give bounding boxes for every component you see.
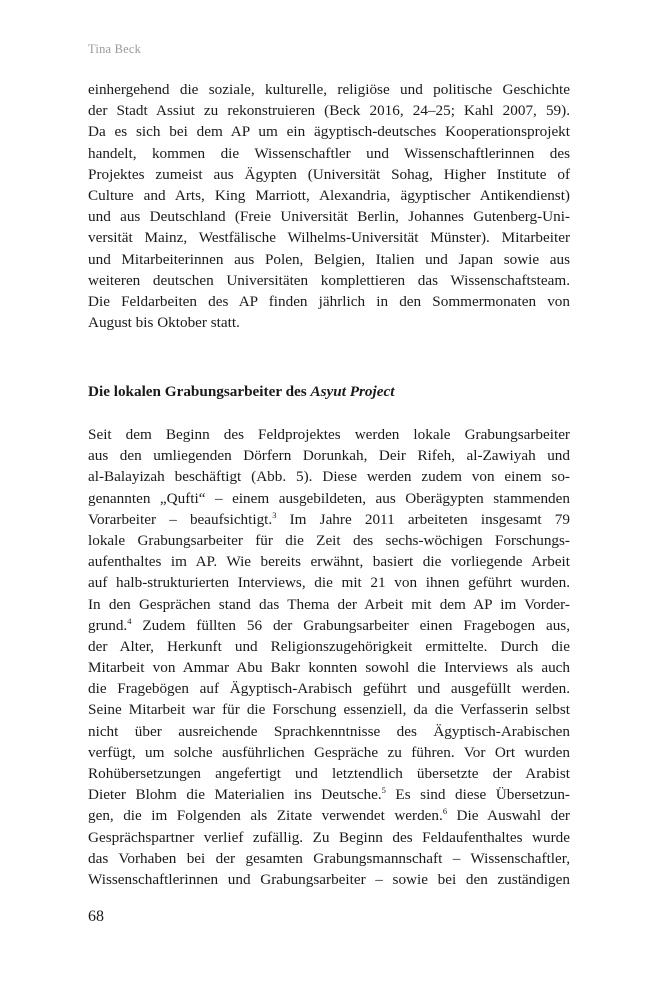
text-line: Gesprächspartner verlief zufällig. Zu Beginn des Feldaufenthaltes wurde	[88, 828, 570, 846]
footnote-ref[interactable]: 6	[442, 806, 448, 817]
running-header: Tina Beck	[88, 42, 142, 56]
text-segment: Die Auswahl der	[447, 807, 570, 825]
text-line: Projektes zumeist aus Ägypten (Universität Sohag, Higher Institute of	[88, 165, 570, 183]
footnote-ref[interactable]: 4	[127, 615, 132, 626]
text-line	[88, 615, 570, 636]
text-line: die Fragebögen auf Ägyptisch-Arabisch geführt und ausgefüllt werden.	[88, 680, 570, 698]
text-line: Wissenschaftlerinnen und Grabungsarbeiter – sowie bei den zuständigen	[88, 870, 570, 888]
text-segment: gen, die im Folgenden als Zitate verwendet werden.	[88, 807, 443, 825]
footnote-ref[interactable]: 5	[381, 785, 386, 796]
section-heading-text: Die lokalen Grabungsarbeiter des	[88, 383, 311, 400]
footnote-ref[interactable]: 3	[272, 509, 277, 520]
paragraph-intro	[88, 79, 570, 333]
text-segment: Es sind diese Übersetzun-	[385, 786, 570, 804]
text-line	[88, 509, 570, 530]
text-line: Die Feldarbeiten des AP finden jährlich in den Sommermonaten von	[88, 292, 570, 310]
text-line: verfügt, um solche ausführlichen Gespräche zu führen. Vor Ort wurden	[88, 743, 570, 761]
text-line: nicht über ausreichende Sprachkenntnisse des Ägyptisch-Arabischen	[88, 722, 570, 740]
text-line: genannten „Qufti“ – einem ausgebildeten, aus Oberägypten stammenden	[88, 489, 570, 507]
text-line: In den Gesprächen stand das Thema der Arbeit mit dem AP im Vorder-	[88, 595, 570, 613]
text-line: auf halb-strukturierten Interviews, die mit 21 von ihnen geführt wurden.	[88, 574, 570, 592]
text-line	[88, 805, 570, 826]
text-line: Culture and Arts, King Marriott, Alexandria, ägyptischer Antikendienst)	[88, 186, 570, 204]
text-line: August bis Oktober statt.	[88, 314, 240, 332]
text-segment: grund.	[88, 616, 128, 634]
text-line: und Mitarbeiterinnen aus Polen, Belgien, Italien und Japan sowie aus	[88, 250, 570, 268]
paragraph-workers	[88, 424, 570, 890]
text-line: versität Mainz, Westfälische Wilhelms-Universität Münster). Mitarbeiter	[88, 229, 570, 247]
text-line: handelt, kommen die Wissenschaftler und Wissenschaftlerinnen des	[88, 144, 570, 162]
text-line: al-Balayizah beschäftigt (Abb. 5). Diese werden zudem von einem so-	[88, 468, 570, 486]
page-number: 68	[88, 908, 104, 925]
text-line	[88, 784, 570, 805]
text-line: der Alter, Herkunft und Religionszugehörigkeit ermittelte. Durch die	[88, 637, 570, 655]
text-line: aus den umliegenden Dörfern Dorunkah, Deir Rifeh, al-Zawiyah und	[88, 447, 570, 465]
text-line: Mitarbeit von Ammar Abu Bakr konnten sowohl die Interviews als auch	[88, 659, 570, 677]
text-line: einhergehend die soziale, kulturelle, religiöse und politische Geschichte	[88, 81, 570, 98]
text-line: der Stadt Assiut zu rekonstruieren (Beck 2016, 24–25; Kahl 2007, 59).	[88, 102, 570, 120]
text-line: weiteren deutschen Universitäten komplettieren das Wissenschaftsteam.	[88, 271, 570, 289]
text-line: Rohübersetzungen angefertigt und letztendlich übersetzte der Arabist	[88, 765, 570, 782]
text-segment: Dieter Blohm die Materialien ins Deutsche.	[88, 786, 382, 804]
text-line: Seit dem Beginn des Feldprojektes werden lokale Grabungsarbeiter	[88, 426, 570, 443]
text-line: und aus Deutschland (Freie Universität Berlin, Johannes Gutenberg-Uni-	[88, 208, 570, 226]
text-line: Seine Mitarbeit war für die Forschung essenziell, da die Verfasserin selbst	[88, 701, 570, 719]
text-line: lokale Grabungsarbeiter für die Zeit des sechs-wöchigen Forschungs-	[88, 531, 570, 549]
text-line: aufenthaltes im AP. Wie bereits erwähnt, basiert die vorliegende Arbeit	[88, 553, 570, 571]
text-line: Da es sich bei dem AP um ein ägyptisch-deutsches Kooperationsprojekt	[88, 123, 570, 141]
section-heading	[88, 381, 394, 402]
section-heading-emphasis: Asyut Project	[310, 383, 395, 400]
text-segment: Zudem füllten 56 der Grabungsarbeiter einen Fragebogen aus,	[131, 616, 570, 634]
text-segment: Vorarbeiter – beaufsichtigt.	[88, 510, 273, 528]
text-segment: Im Jahre 2011 arbeiteten insgesamt 79	[276, 510, 570, 528]
text-line: das Vorhaben bei der gesamten Grabungsmannschaft – Wissenschaftler,	[88, 849, 570, 867]
